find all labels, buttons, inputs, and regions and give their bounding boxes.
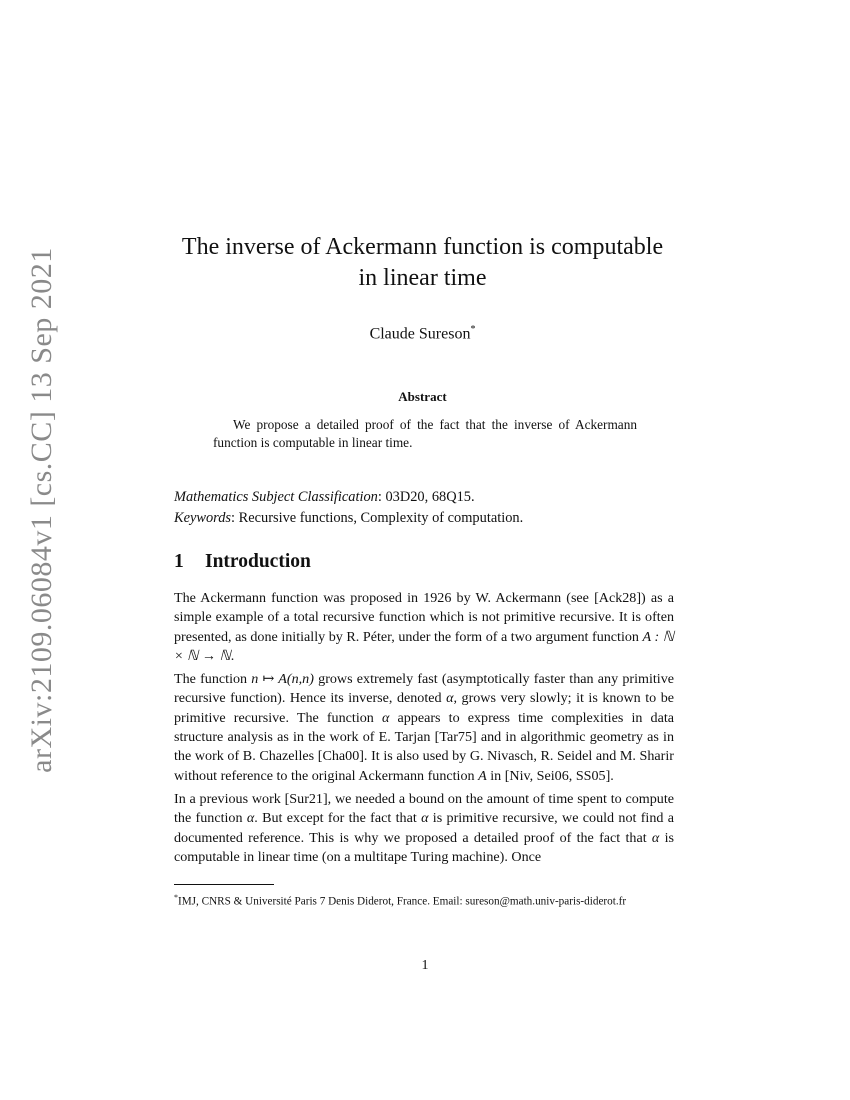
section-body [174, 589, 674, 871]
keywords-line [174, 508, 679, 529]
section-heading [174, 551, 311, 573]
p3-c: is primitive recursive, we could not find a documented reference. This is why we proposed a detailed proof of the fact that [174, 810, 675, 846]
msc-label: Mathematics Subject Classification [174, 489, 378, 505]
p3-a: In a previous work [Sur21], we needed a bound on the amount of time spent to compute the function [174, 790, 674, 827]
p2-c: , grows very slowly; it is known to be primitive recursive. The function [174, 690, 674, 726]
p2-math-2: α [446, 690, 454, 707]
p3-d: is computable in linear time (on a multitape Turing machine). Once [174, 829, 674, 865]
section-number: 1 [174, 551, 184, 572]
keywords-value: : Recursive functions, Complexity of computation. [231, 510, 524, 526]
p2-math-3: α [381, 709, 390, 726]
abstract-text: We propose a detailed proof of the fact that the inverse of Ackermann function is computable in linear time. [213, 417, 637, 450]
author-footnote-mark: * [470, 324, 476, 335]
footnote [174, 890, 674, 910]
title-line-1: The inverse of Ackermann function is computable [181, 234, 664, 260]
footnote-mark: * [174, 893, 178, 902]
abstract-heading: Abstract [398, 389, 447, 404]
p3-b: . But except for the fact that [254, 810, 422, 827]
author [120, 320, 725, 344]
p1-math: A : ℕ × ℕ → ℕ [174, 628, 674, 664]
p2-math-4: A [478, 767, 487, 784]
title-line-2: in linear time [358, 265, 487, 291]
p3-math-1: α [246, 810, 255, 827]
footnote-rule [174, 884, 274, 885]
footnote-text: IMJ, CNRS & Université Paris 7 Denis Diderot, France. Email: sureson@math.univ-paris-diderot.fr [178, 895, 627, 908]
msc-line [174, 487, 679, 508]
paragraph-1 [174, 589, 674, 666]
section-title: Introduction [205, 551, 311, 572]
paragraph-3 [174, 790, 674, 867]
p1-text: The Ackermann function was proposed in 1926 by W. Ackermann (see [Ack28]) as a simple example of a total recursive function which is not primitive recursive. It is often presented, as done initially by R. Péter, under the form of a two argument function [174, 590, 674, 645]
p2-b: grows extremely fast (asymptotically faster than any primitive recursive function). Hence its inverse, denoted [174, 671, 674, 707]
paragraph-2 [174, 670, 674, 786]
metadata [174, 487, 679, 529]
p3-math-2: α [421, 810, 429, 827]
p1-end: . [230, 647, 235, 664]
p2-d: appears to express time complexities in data structure analysis as in the work of E. Tarjan [Tar75] and in algorithmic geometry as in the work of B. Chazelles [Cha00]. It is also used by G. Nivasch, R. Seidel and M. Sharir without reference to the original Ackermann function [174, 709, 675, 784]
p2-math-1: n ↦ A(n,n) [251, 671, 314, 688]
paper-title [120, 232, 725, 294]
page-number: 1 [421, 958, 429, 973]
p3-math-3: α [651, 829, 660, 846]
msc-value: : 03D20, 68Q15. [377, 489, 475, 505]
author-name: Claude Sureson [369, 325, 471, 343]
p2-e: in [Niv, Sei06, SS05]. [486, 767, 614, 784]
arxiv-stamp: arXiv:2109.06084v1 [cs.CC] 13 Sep 2021 [25, 247, 58, 773]
p2-a: The function [174, 671, 252, 688]
keywords-label: Keywords [174, 510, 232, 526]
